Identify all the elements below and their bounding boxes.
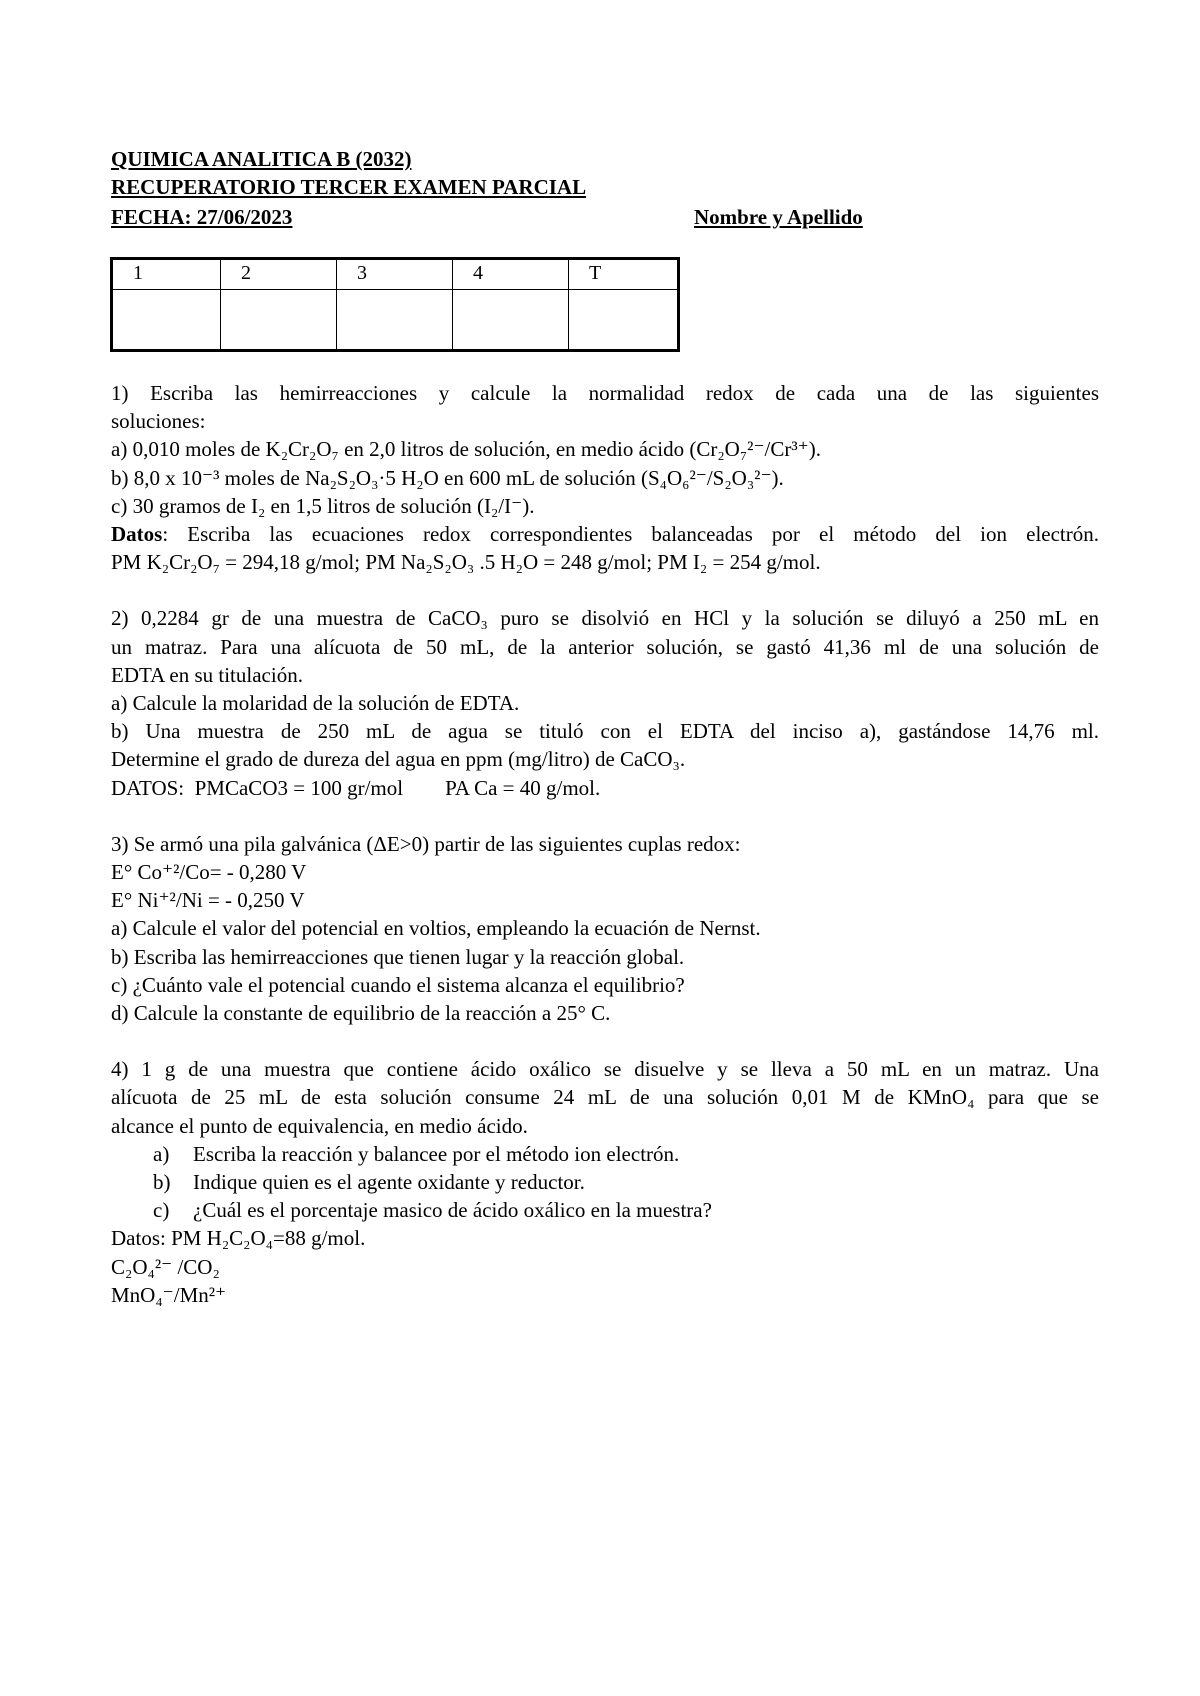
q2-line2: un matraz. Para una alícuota de 50 mL, de la anterior solución, se gastó 41,36 ml de una solución de: [111, 634, 1099, 659]
q4-item-c-text: ¿Cuál es el porcentaje masico de ácido oxálico en la muestra?: [193, 1198, 712, 1223]
exam-date: FECHA: 27/06/2023: [111, 205, 293, 229]
q4-item-a: [111, 1140, 1099, 1168]
q1-intro-line2: soluciones:: [111, 409, 206, 434]
q3-item-d: d) Calcule la constante de equilibrio de la reacción a 25° C.: [111, 1001, 611, 1026]
score-cell-3[interactable]: [337, 289, 453, 350]
exam-title: RECUPERATORIO TERCER EXAMEN PARCIAL: [111, 175, 587, 199]
q1-item-b: b) 8,0 x 10⁻³ moles de Na₂S₂O₃·5 H₂O en 600 mL de solución (S₄O₆²⁻/S₂O₃²⁻).: [111, 465, 784, 490]
score-header-2: 2: [221, 259, 337, 290]
q4-couple-permanganate: MnO₄⁻/Mn²⁺: [111, 1282, 227, 1307]
score-header-1: 1: [112, 259, 221, 290]
q2-datos: DATOS: PMCaCO3 = 100 gr/mol PA Ca = 40 g/mol.: [111, 775, 601, 800]
q4-line1: 4) 1 g de una muestra que contiene ácido oxálico se disuelve y se lleva a 50 mL en un matraz. Una: [111, 1057, 1099, 1082]
q3-intro: 3) Se armó una pila galvánica (ΔE>0) partir de las siguientes cuplas redox:: [111, 831, 741, 856]
q4-item-b-label: b): [153, 1170, 171, 1195]
q4-item-b: [111, 1168, 1099, 1196]
q3-item-c: c) ¿Cuánto vale el potencial cuando el sistema alcanza el equilibrio?: [111, 972, 685, 997]
name-label: Nombre y Apellido: [694, 205, 863, 229]
score-cell-1[interactable]: [112, 289, 221, 350]
questions: [111, 379, 1099, 1309]
q4-line2: alícuota de 25 mL de esta solución consume 24 mL de una solución 0,01 M de KMnO₄ para que se: [111, 1085, 1099, 1110]
score-header-4: 4: [453, 259, 569, 290]
score-table: [110, 257, 680, 352]
q3-item-b: b) Escriba las hemirreacciones que tienen lugar y la reacción global.: [111, 944, 685, 969]
q2-item-b-line1: b) Una muestra de 250 mL de agua se tituló con el EDTA del inciso a), gastándose 14,76 ml.: [111, 719, 1099, 744]
q3-potential-ni: E° Ni⁺²/Ni = - 0,250 V: [111, 888, 305, 913]
q4-item-b-text: Indique quien es el agente oxidante y reductor.: [193, 1170, 585, 1195]
q2-line1: 2) 0,2284 gr de una muestra de CaCO₃ puro se disolvió en HCl y la solución se diluyó a 250 mL en: [111, 606, 1099, 631]
q4-item-c-label: c): [153, 1198, 170, 1223]
q1-datos-text: : Escriba las ecuaciones redox correspondientes balanceadas por el método del ion electrón.: [162, 522, 1099, 547]
q3-potential-co: E° Co⁺²/Co= - 0,280 V: [111, 860, 307, 885]
score-cell-total[interactable]: [569, 289, 679, 350]
q1-item-a: a) 0,010 moles de K₂Cr₂O₇ en 2,0 litros de solución, en medio ácido (Cr₂O₇²⁻/Cr³⁺).: [111, 437, 821, 462]
score-cell-4[interactable]: [453, 289, 569, 350]
q3-item-a: a) Calcule el valor del potencial en voltios, empleando la ecuación de Nernst.: [111, 916, 761, 941]
q2-item-b-line2: Determine el grado de dureza del agua en ppm (mg/litro) de CaCO₃.: [111, 747, 686, 772]
q2-item-a: a) Calcule la molaridad de la solución de EDTA.: [111, 691, 520, 716]
course-title: QUIMICA ANALITICA B (2032): [111, 147, 412, 171]
q1-pm: PM K₂Cr₂O₇ = 294,18 g/mol; PM Na₂S₂O₃ .5 H₂O = 248 g/mol; PM I₂ = 254 g/mol.: [111, 550, 821, 575]
q1-datos-label: Datos: [111, 522, 163, 547]
q4-item-a-text: Escriba la reacción y balancee por el método ion electrón.: [193, 1141, 680, 1166]
q4-item-c: [111, 1196, 1099, 1224]
score-header-3: 3: [337, 259, 453, 290]
q1-datos: [111, 520, 1099, 548]
q4-line3: alcance el punto de equivalencia, en medio ácido.: [111, 1113, 528, 1138]
q1-intro-line1: 1) Escriba las hemirreacciones y calcule la normalidad redox de cada una de las siguientes: [111, 381, 1099, 405]
q2-line3: EDTA en su titulación.: [111, 662, 303, 687]
q1-item-c: c) 30 gramos de I₂ en 1,5 litros de solución (I₂/I⁻).: [111, 493, 535, 518]
q4-couple-oxalate: C₂O₄²⁻ /CO₂: [111, 1254, 220, 1279]
score-header-total: T: [569, 259, 679, 290]
q4-datos: Datos: PM H₂C₂O₄=88 g/mol.: [111, 1226, 366, 1251]
q4-item-a-label: a): [153, 1141, 170, 1166]
score-cell-2[interactable]: [221, 289, 337, 350]
